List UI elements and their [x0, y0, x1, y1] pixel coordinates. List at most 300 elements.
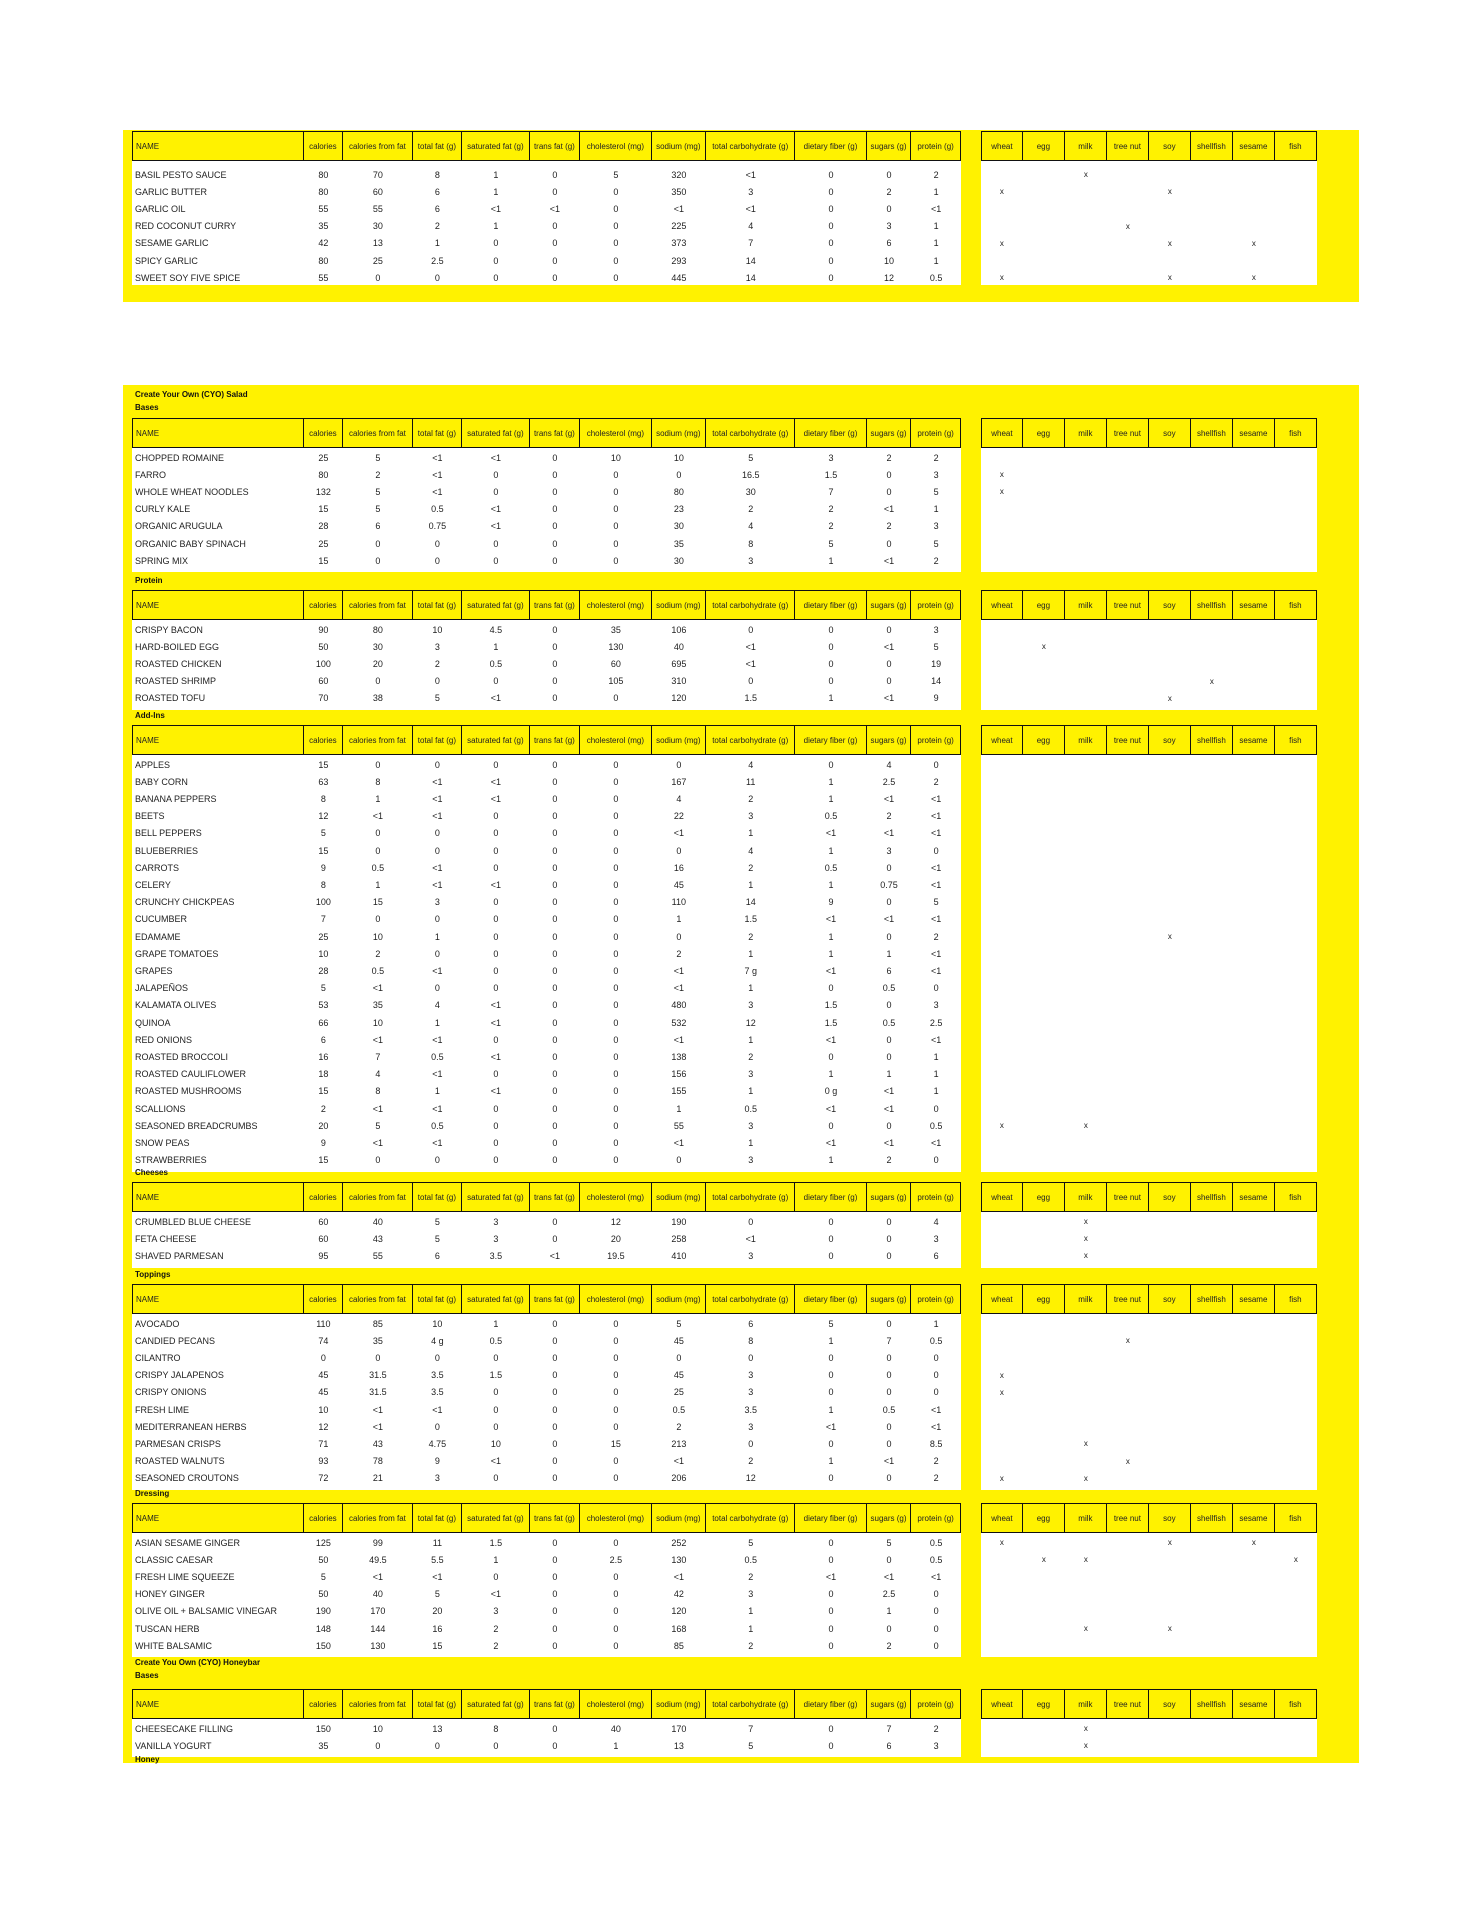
- nutrition-value: <1: [930, 862, 942, 873]
- nutrition-value: 2: [933, 555, 939, 566]
- nutrition-value: <1: [673, 1137, 684, 1148]
- item-name: STRAWBERRIES: [135, 1155, 207, 1166]
- nutrition-value: 0: [493, 238, 499, 249]
- nutrition-value: 150: [315, 1723, 331, 1734]
- table-row: [132, 1603, 1317, 1620]
- nutrition-value: 28: [318, 965, 329, 976]
- nutrition-value: 0: [886, 1233, 892, 1244]
- nutrition-value: 0: [320, 1352, 326, 1363]
- nutrition-value: 1: [493, 221, 499, 232]
- nutrition-value: 445: [671, 272, 687, 283]
- nutrition-value: 0: [933, 1623, 939, 1634]
- nutrition-value: 10: [884, 255, 895, 266]
- nutrition-value: <1: [372, 1137, 384, 1148]
- nutrition-value: 410: [671, 1250, 687, 1261]
- nutrition-value: 0: [552, 1370, 558, 1381]
- nutrition-value: <1: [490, 504, 502, 515]
- item-name: BANANA PEPPERS: [135, 793, 217, 804]
- column-header: dietary fiber (g): [795, 725, 866, 755]
- nutrition-value: 0: [434, 272, 440, 283]
- nutrition-value: 15: [318, 845, 329, 856]
- nutrition-value: 0: [613, 1404, 619, 1415]
- nutrition-value: <1: [930, 828, 942, 839]
- nutrition-value: 130: [370, 1640, 386, 1651]
- nutrition-value: <1: [372, 1103, 384, 1114]
- column-header: NAME: [132, 131, 304, 161]
- nutrition-value: 0.5: [744, 1554, 757, 1565]
- nutrition-value: 1: [828, 1456, 834, 1467]
- item-name: CURLY KALE: [135, 504, 191, 515]
- nutrition-value: 293: [671, 255, 687, 266]
- item-name: HONEY GINGER: [135, 1589, 205, 1600]
- nutrition-value: 2.5: [431, 255, 444, 266]
- nutrition-value: 0: [493, 983, 499, 994]
- nutrition-value: 3.5: [744, 1404, 757, 1415]
- nutrition-value: <1: [432, 452, 443, 463]
- nutrition-value: 0: [613, 1103, 619, 1114]
- nutrition-value: 0: [828, 1387, 834, 1398]
- nutrition-value: 23: [673, 504, 684, 515]
- nutrition-value: 4.75: [428, 1438, 447, 1449]
- nutrition-value: 0: [613, 486, 619, 497]
- nutrition-value: 14: [745, 897, 756, 908]
- nutrition-value: 0: [933, 1370, 939, 1381]
- nutrition-value: 0: [748, 1438, 754, 1449]
- nutrition-value: <1: [432, 1137, 443, 1148]
- nutrition-value: 0: [434, 676, 440, 687]
- table-row: [132, 825, 1317, 842]
- nutrition-value: 0.5: [489, 658, 503, 669]
- section-title: Create Your Own (CYO) Salad: [135, 390, 248, 399]
- nutrition-value: <1: [432, 1103, 443, 1114]
- allergen-mark: x: [999, 487, 1004, 497]
- column-header: NAME: [132, 1182, 304, 1212]
- item-name: SCALLIONS: [135, 1103, 186, 1114]
- column-header: calories from fat: [343, 1689, 412, 1719]
- nutrition-value: 6: [320, 1034, 326, 1045]
- nutrition-value: 258: [671, 1233, 687, 1244]
- nutrition-value: 5: [933, 486, 939, 497]
- column-header: sugars (g): [867, 1689, 912, 1719]
- nutrition-value: 0: [613, 965, 619, 976]
- nutrition-value: 60: [318, 1216, 329, 1227]
- column-header: calories: [304, 590, 344, 620]
- nutrition-value: 1: [933, 221, 939, 232]
- nutrition-value: 31.5: [369, 1387, 387, 1398]
- nutrition-value: 0: [434, 1155, 440, 1166]
- nutrition-value: 2: [375, 469, 381, 480]
- nutrition-value: 18: [318, 1069, 329, 1080]
- allergen-mark: x: [1083, 1217, 1088, 1226]
- nutrition-value: <1: [930, 203, 942, 214]
- nutrition-value: 5: [676, 1318, 682, 1329]
- header-gap: [961, 1503, 981, 1533]
- nutrition-value: 252: [671, 1537, 687, 1548]
- nutrition-value: 1.5: [824, 1000, 838, 1011]
- nutrition-value: 1: [828, 693, 834, 704]
- nutrition-value: 0: [828, 1640, 834, 1651]
- nutrition-value: <1: [432, 776, 443, 787]
- nutrition-value: 10: [673, 452, 684, 463]
- nutrition-value: 35: [318, 221, 329, 232]
- nutrition-value: 0: [552, 676, 558, 687]
- nutrition-value: 0: [613, 1623, 619, 1634]
- nutrition-value: 0: [828, 1120, 834, 1131]
- nutrition-value: 4: [748, 521, 754, 532]
- nutrition-value: 2: [828, 504, 834, 515]
- column-header: calories from fat: [343, 1182, 412, 1212]
- table-row: [132, 859, 1317, 876]
- nutrition-value: 45: [673, 1370, 684, 1381]
- item-name: WHOLE WHEAT NOODLES: [135, 486, 249, 497]
- nutrition-value: 0: [613, 793, 619, 804]
- nutrition-value: <1: [673, 1456, 684, 1467]
- nutrition-value: 2: [676, 1421, 682, 1432]
- nutrition-value: 2: [375, 948, 381, 959]
- allergen-mark: x: [999, 273, 1004, 283]
- nutrition-value: 0: [613, 1034, 619, 1045]
- nutrition-value: 3: [886, 845, 892, 856]
- item-name: WHITE BALSAMIC: [135, 1640, 213, 1651]
- nutrition-value: 12: [318, 1421, 329, 1432]
- nutrition-value: 14: [745, 255, 756, 266]
- column-header: dietary fiber (g): [795, 590, 866, 620]
- nutrition-value: 9: [320, 862, 326, 873]
- nutrition-value: 60: [610, 658, 621, 669]
- nutrition-value: 8: [320, 793, 326, 804]
- nutrition-value: 0: [886, 1473, 892, 1484]
- nutrition-value: 0: [613, 238, 619, 249]
- nutrition-value: 35: [318, 1740, 329, 1751]
- allergen-header: milk: [1065, 725, 1107, 755]
- nutrition-value: 49.5: [369, 1554, 387, 1565]
- table-row: [132, 1418, 1317, 1435]
- column-header: protein (g): [911, 725, 961, 755]
- nutrition-value: 532: [671, 1017, 687, 1028]
- nutrition-value: 0: [613, 538, 619, 549]
- item-name: CHOPPED ROMAINE: [135, 452, 225, 463]
- column-header: total fat (g): [413, 418, 463, 448]
- nutrition-value: 0: [886, 1250, 892, 1261]
- allergen-mark: x: [1167, 693, 1172, 703]
- column-header: trans fat (g): [530, 1284, 581, 1314]
- nutrition-value: 1: [748, 828, 754, 839]
- column-header: trans fat (g): [530, 1689, 581, 1719]
- allergen-header: wheat: [981, 1182, 1023, 1212]
- item-name: PARMESAN CRISPS: [135, 1438, 221, 1449]
- nutrition-value: 1: [748, 948, 754, 959]
- nutrition-value: 0: [552, 828, 558, 839]
- allergen-header: fish: [1275, 1689, 1317, 1719]
- nutrition-value: 0: [552, 948, 558, 959]
- nutrition-value: 3.5: [489, 1250, 503, 1261]
- nutrition-value: 12: [318, 811, 329, 822]
- nutrition-value: 2: [886, 186, 892, 197]
- column-header: cholesterol (mg): [580, 418, 651, 448]
- nutrition-value: 1: [886, 1606, 892, 1617]
- nutrition-value: 0: [552, 1103, 558, 1114]
- nutrition-value: 0: [552, 879, 558, 890]
- nutrition-value: 4 g: [431, 1335, 444, 1346]
- nutrition-value: <1: [883, 1137, 895, 1148]
- nutrition-value: 1: [748, 1623, 754, 1634]
- column-header: calories: [304, 1689, 344, 1719]
- nutrition-value: <1: [673, 828, 684, 839]
- allergen-header: sesame: [1233, 131, 1275, 161]
- nutrition-value: 0: [886, 1623, 892, 1634]
- header-gap: [961, 725, 981, 755]
- column-header: calories: [304, 1284, 344, 1314]
- nutrition-value: 6: [748, 1318, 754, 1329]
- nutrition-value: 2.5: [609, 1554, 623, 1565]
- allergen-header: tree nut: [1107, 418, 1149, 448]
- item-name: ROASTED TOFU: [135, 693, 206, 704]
- nutrition-value: 5.5: [431, 1554, 444, 1565]
- nutrition-value: 1: [933, 238, 939, 249]
- nutrition-value: 0 g: [824, 1086, 838, 1097]
- nutrition-value: 4: [886, 759, 892, 770]
- nutrition-value: 55: [318, 203, 329, 214]
- nutrition-value: 2: [933, 1723, 939, 1734]
- nutrition-value: 10: [372, 1723, 383, 1734]
- nutrition-value: <1: [673, 983, 684, 994]
- nutrition-value: 1: [748, 1137, 754, 1148]
- item-name: SEASONED BREADCRUMBS: [135, 1120, 258, 1131]
- nutrition-value: <1: [930, 879, 942, 890]
- table-row: [132, 1031, 1317, 1048]
- nutrition-value: 90: [318, 624, 329, 635]
- nutrition-value: 50: [318, 1589, 329, 1600]
- table-row: [132, 1134, 1317, 1151]
- nutrition-value: 0: [613, 221, 619, 232]
- column-header: trans fat (g): [530, 131, 581, 161]
- column-header: calories from fat: [343, 418, 412, 448]
- nutrition-value: 0.75: [880, 879, 898, 890]
- nutrition-value: 0: [676, 759, 682, 770]
- column-header: protein (g): [911, 1689, 961, 1719]
- nutrition-value: 0: [828, 1438, 834, 1449]
- nutrition-value: 0: [613, 948, 619, 959]
- nutrition-value: <1: [490, 1589, 502, 1600]
- column-header: sugars (g): [867, 131, 912, 161]
- allergen-mark: x: [1125, 1336, 1130, 1346]
- allergen-header: sesame: [1233, 725, 1275, 755]
- nutrition-value: 3: [748, 1250, 754, 1261]
- nutrition-value: <1: [930, 811, 942, 822]
- nutrition-value: <1: [745, 169, 756, 180]
- nutrition-value: <1: [883, 1456, 895, 1467]
- column-header: sodium (mg): [652, 418, 707, 448]
- nutrition-value: <1: [490, 1000, 502, 1011]
- nutrition-value: 0: [886, 1051, 892, 1062]
- nutrition-value: 30: [673, 521, 684, 532]
- nutrition-value: 0: [552, 452, 558, 463]
- nutrition-value: 93: [318, 1456, 329, 1467]
- column-header: calories from fat: [343, 1284, 412, 1314]
- column-header: calories from fat: [343, 1503, 412, 1533]
- nutrition-value: 6: [933, 1250, 939, 1261]
- nutrition-value: 0: [828, 658, 834, 669]
- nutrition-value: 1.5: [824, 469, 838, 480]
- nutrition-value: 25: [318, 538, 329, 549]
- nutrition-value: 0: [828, 1606, 834, 1617]
- nutrition-value: 0: [493, 538, 499, 549]
- nutrition-value: 1: [828, 1069, 834, 1080]
- nutrition-value: 30: [745, 486, 756, 497]
- nutrition-value: 0: [552, 1589, 558, 1600]
- nutrition-value: 1: [828, 1404, 834, 1415]
- nutrition-value: 1.5: [744, 914, 757, 925]
- table-row: [132, 1014, 1317, 1031]
- nutrition-value: 0: [828, 1473, 834, 1484]
- column-header: trans fat (g): [530, 418, 581, 448]
- allergen-header: fish: [1275, 1503, 1317, 1533]
- nutrition-value: 0.5: [489, 1335, 503, 1346]
- allergen-header: fish: [1275, 590, 1317, 620]
- allergen-header: soy: [1149, 725, 1191, 755]
- nutrition-value: 0: [886, 1421, 892, 1432]
- nutrition-value: 12: [745, 1473, 756, 1484]
- nutrition-value: 74: [318, 1335, 329, 1346]
- nutrition-value: 14: [931, 676, 942, 687]
- nutrition-value: 4: [748, 845, 754, 856]
- nutrition-value: 0: [886, 1554, 892, 1565]
- nutrition-value: 10: [432, 1318, 443, 1329]
- nutrition-value: 0: [828, 186, 834, 197]
- nutrition-value: <1: [432, 1034, 443, 1045]
- section-title: Create You Own (CYO) Honeybar: [135, 1658, 261, 1667]
- allergen-header: shellfish: [1191, 590, 1233, 620]
- table-row: [132, 200, 1317, 217]
- item-name: CRISPY JALAPENOS: [135, 1370, 224, 1381]
- nutrition-value: 15: [318, 555, 329, 566]
- nutrition-value: 3: [748, 1155, 754, 1166]
- allergen-header: soy: [1149, 590, 1191, 620]
- nutrition-value: 0: [552, 1571, 558, 1582]
- nutrition-value: 0: [493, 255, 499, 266]
- nutrition-value: 1: [493, 1318, 499, 1329]
- nutrition-value: 0: [552, 1233, 558, 1244]
- column-header: sodium (mg): [652, 1689, 707, 1719]
- nutrition-value: 2.5: [882, 1589, 896, 1600]
- column-header: NAME: [132, 725, 304, 755]
- nutrition-value: <1: [883, 793, 895, 804]
- nutrition-value: 0.5: [431, 504, 444, 515]
- nutrition-value: 1: [828, 776, 834, 787]
- nutrition-value: 0: [552, 1473, 558, 1484]
- allergen-header: soy: [1149, 418, 1191, 448]
- allergen-header: sesame: [1233, 1689, 1275, 1719]
- nutrition-value: 42: [673, 1589, 684, 1600]
- nutrition-value: 6: [886, 238, 892, 249]
- nutrition-value: <1: [432, 811, 443, 822]
- nutrition-value: 0.5: [824, 862, 838, 873]
- nutrition-value: 2: [828, 521, 834, 532]
- nutrition-value: 1: [493, 169, 499, 180]
- column-header: protein (g): [911, 131, 961, 161]
- nutrition-value: 0: [613, 862, 619, 873]
- nutrition-value: 2: [886, 811, 892, 822]
- nutrition-value: 45: [318, 1370, 329, 1381]
- allergen-mark: x: [1167, 1538, 1172, 1547]
- nutrition-value: 25: [318, 452, 329, 463]
- nutrition-value: 0: [493, 965, 499, 976]
- nutrition-value: 4: [676, 793, 682, 804]
- nutrition-value: <1: [490, 776, 502, 787]
- column-header: sugars (g): [867, 1503, 912, 1533]
- table-row: [132, 1315, 1317, 1332]
- nutrition-value: <1: [432, 965, 443, 976]
- nutrition-value: 22: [673, 811, 684, 822]
- nutrition-value: 9: [828, 897, 834, 908]
- nutrition-value: 0: [552, 641, 558, 652]
- nutrition-value: 0: [933, 1352, 939, 1363]
- allergen-header: egg: [1023, 418, 1065, 448]
- nutrition-value: <1: [432, 1571, 443, 1582]
- nutrition-value: 0: [493, 555, 499, 566]
- item-name: FRESH LIME SQUEEZE: [135, 1571, 235, 1582]
- nutrition-value: <1: [883, 1103, 895, 1114]
- table-row: [132, 756, 1317, 773]
- nutrition-value: 0: [613, 521, 619, 532]
- column-header: NAME: [132, 1284, 304, 1314]
- nutrition-value: <1: [432, 879, 443, 890]
- nutrition-value: 0: [552, 1034, 558, 1045]
- nutrition-value: 45: [673, 1335, 684, 1346]
- nutrition-value: 0: [552, 1155, 558, 1166]
- item-name: VANILLA YOGURT: [135, 1740, 212, 1751]
- column-header: protein (g): [911, 1182, 961, 1212]
- allergen-header: soy: [1149, 1284, 1191, 1314]
- nutrition-value: 5: [375, 486, 381, 497]
- nutrition-value: 0: [552, 1421, 558, 1432]
- nutrition-value: 20: [372, 658, 383, 669]
- nutrition-value: 4: [933, 1216, 939, 1227]
- nutrition-value: 0: [552, 521, 558, 532]
- item-name: GARLIC OIL: [135, 203, 186, 214]
- nutrition-value: 53: [318, 1000, 329, 1011]
- nutrition-value: <1: [883, 555, 895, 566]
- allergen-header: shellfish: [1191, 1284, 1233, 1314]
- nutrition-value: <1: [930, 1571, 942, 1582]
- nutrition-value: <1: [883, 828, 895, 839]
- allergen-mark: x: [1083, 1624, 1088, 1633]
- nutrition-value: 15: [318, 504, 329, 515]
- nutrition-value: 0: [886, 1352, 892, 1363]
- nutrition-value: 0.5: [672, 1404, 686, 1415]
- nutrition-value: 1: [434, 931, 440, 942]
- nutrition-value: <1: [432, 1404, 443, 1415]
- allergen-header: egg: [1023, 131, 1065, 161]
- nutrition-value: 0: [434, 828, 440, 839]
- nutrition-value: 125: [315, 1537, 331, 1548]
- nutrition-value: 350: [671, 186, 687, 197]
- nutrition-value: 60: [318, 1233, 329, 1244]
- nutrition-value: 0: [886, 538, 892, 549]
- allergen-header: shellfish: [1191, 1689, 1233, 1719]
- column-header: sodium (mg): [652, 1503, 707, 1533]
- table-header: [132, 1284, 1317, 1314]
- nutrition-value: <1: [745, 658, 756, 669]
- nutrition-value: 0: [552, 1640, 558, 1651]
- allergen-header: egg: [1023, 725, 1065, 755]
- column-header: trans fat (g): [530, 725, 581, 755]
- nutrition-value: 1: [748, 983, 754, 994]
- nutrition-value: 35: [673, 538, 684, 549]
- nutrition-value: 3: [933, 1000, 939, 1011]
- nutrition-value: 1: [434, 238, 440, 249]
- nutrition-value: 1: [828, 1155, 834, 1166]
